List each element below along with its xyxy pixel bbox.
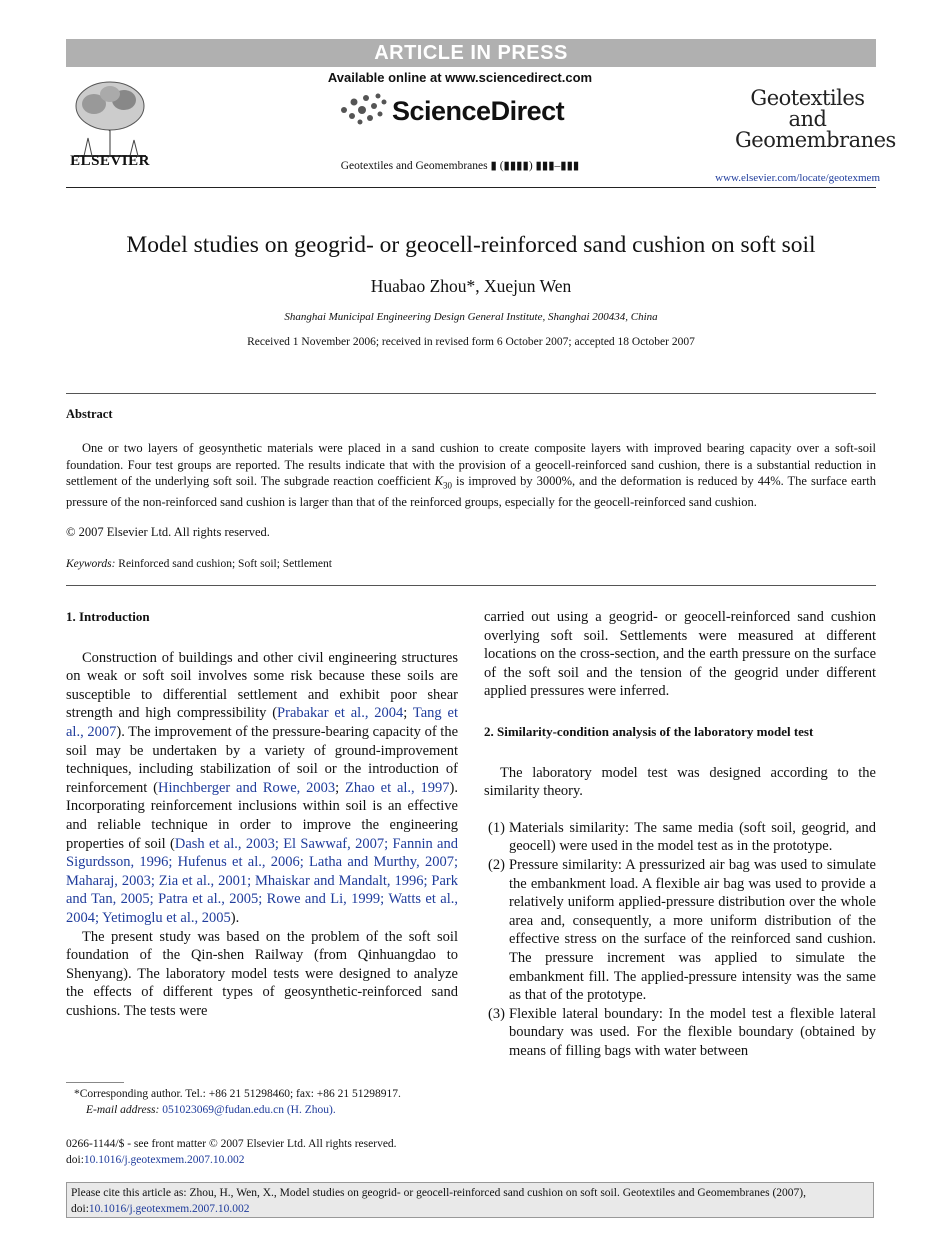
issn-line: 0266-1144/$ - see front matter © 2007 Elsevier Ltd. All rights reserved. <box>66 1138 397 1150</box>
abstract-copyright: © 2007 Elsevier Ltd. All rights reserved. <box>66 525 270 539</box>
footnote <box>66 1087 461 1118</box>
citation-link[interactable]: Hinchberger and Rowe, 2003 <box>158 779 336 796</box>
similarity-list <box>484 819 876 1061</box>
section-2-intro: The laboratory model test was designed according to the similarity theory. <box>484 764 876 800</box>
journal-reference: Geotextiles and Geomembranes ▮ (▮▮▮▮) ▮▮▮–▮▮▮ <box>340 160 580 172</box>
abstract-text-part-a: One or two layers of geosynthetic materials were placed in a sand cushion to create composite layers with improved bearing capacity over a soft-soil foundation. Four test groups are reported. The results indicate that with the provision of a geocell-reinforced sand cushion, there is a substantial reduction in settlement of the underlying soft soil. The subgrade reaction coefficient <box>66 441 876 488</box>
right-column <box>484 608 876 1060</box>
k-subscript: 30 <box>443 480 452 491</box>
journal-url-link[interactable]: www.elsevier.com/locate/geotexmem <box>715 172 880 184</box>
list-item: (2) Pressure similarity: A pressurized air bag was used to simulate the embankment load. A flexible air bag was used to provide a relatively uniform applied-pressure distribution over the whole area and, consequently, a more uniform distribution of the effective stress on the surface of the reinforced sand cushion. The pressure increment was applied to simulate the embankment fill. The applied-pressure intensity was the same as that of the prototype. <box>488 856 876 1004</box>
journal-title-logo <box>735 86 896 152</box>
front-matter <box>66 1136 461 1168</box>
publisher-name: ELSEVIER <box>70 153 150 169</box>
citation-link[interactable]: Tang et al., 2007 <box>66 705 458 740</box>
email-link[interactable]: 051023069@fudan.edu.cn (H. Zhou). <box>159 1103 336 1116</box>
article-authors: Huabao Zhou*, Xuejun Wen <box>370 276 572 296</box>
abstract-heading: Abstract <box>66 407 113 421</box>
section-1-heading: 1. Introduction <box>66 609 150 624</box>
intro-paragraph-1: Construction of buildings and other civil engineering structures on weak or soft soil involves some risk because these soils are susceptible to differential settlement and exhibit poor shear strength and high compressibility (Prabakar et al., 2004; Tang et al., 2007). The improvement of the pressure-bearing capacity of the soil may be undertaken by a variety of ground-improvement techniques, including stabilization of soil or the introduction of reinforcement (Hinchberger and Rowe, 2003; Zhao et al., 1997). Incorporating reinforcement inclusions within soil is an effective and reliable technique in order to improve the engineering properties of soil (Dash et al., 2003; El Sawwaf, 2007; Fannin and Sigurdsson, 1996; Hufenus et al., 2006; Latha and Murthy, 2007; Maharaj, 2003; Zia et al., 2001; Mhaiskar and Mandalt, 1996; Park and Tan, 2005; Patra et al., 2005; Rowe and Li, 1999; Watts et al., 2004; Yetimoglu et al., 2005). <box>66 649 458 926</box>
author-affiliation: Shanghai Municipal Engineering Design General Institute, Shanghai 200434, China <box>284 311 658 323</box>
k-symbol: K <box>434 474 443 488</box>
email-line: E-mail address: 051023069@fudan.edu.cn (H. Zhou). <box>86 1103 336 1116</box>
keywords-list: Reinforced sand cushion; Soft soil; Settlement <box>115 558 332 570</box>
intro-paragraph-2: The present study was based on the problem of the soft soil foundation of the Qin-shen Railway (from Qinhuangdao to Shenyang). The laboratory model tests were designed to analyze the effects of different types of geosynthetic-reinforced sand cushions. The tests were <box>66 928 458 1019</box>
sciencedirect-wordmark: ScienceDirect <box>392 96 565 126</box>
citation-link[interactable]: Prabakar et al., 2004 <box>277 705 404 722</box>
received-dates: Received 1 November 2006; received in revised form 6 October 2007; accepted 18 October 2007 <box>247 336 695 348</box>
citation-doi-link[interactable]: 10.1016/j.geotexmem.2007.10.002 <box>88 1203 250 1215</box>
citation-link[interactable]: Dash et al., 2003; El Sawwaf, 2007; Fannin and Sigurdsson, 1996; Hufenus et al., 2006; Latha and Murthy, 2007; Maharaj, 2003; Zia et al., 2001; Mhaiskar and Mandalt, 1996; Park and Tan, 2005; Patra et al., 2005; Rowe and Li, 1999; Watts et al., 2004; Yetimoglu et al., 2005 <box>66 835 458 926</box>
citation-box: Please cite this article as: Zhou, H., Wen, X., Model studies on geogrid- or geocell-reinforced sand cushion on soft soil. Geotextiles and Geomembranes (2007), doi:10.1016/j.geotexmem.2007.10.002 <box>66 1182 874 1218</box>
article-title: Model studies on geogrid- or geocell-reinforced sand cushion on soft soil <box>126 232 816 258</box>
corresponding-author: *Corresponding author. Tel.: +86 21 51298460; fax: +86 21 51298917. <box>74 1088 401 1100</box>
header-divider <box>66 187 876 188</box>
available-online: Available online at www.sciencedirect.com <box>327 70 593 85</box>
list-item: (1) Materials similarity: The same media (soft soil, geogrid, and geocell) were used in the model test as in the prototype. <box>488 819 876 855</box>
keywords-label: Keywords: <box>66 558 116 570</box>
left-column <box>66 608 458 1020</box>
doi-line: doi:10.1016/j.geotexmem.2007.10.002 <box>66 1154 245 1166</box>
abstract-bottom-rule <box>66 585 876 586</box>
doi-link[interactable]: 10.1016/j.geotexmem.2007.10.002 <box>83 1154 245 1166</box>
footnote-rule <box>66 1082 124 1083</box>
keywords <box>66 558 332 570</box>
journal-title-line-2: and <box>788 107 827 131</box>
section-2-heading: 2. Similarity-condition analysis of the laboratory model test <box>484 723 814 739</box>
abstract-top-rule <box>66 393 876 394</box>
intro-paragraph-2-continued: carried out using a geogrid- or geocell-reinforced sand cushion overlying soft soil. Settlements were measured at different locations on the cross-section, and the earth pressure on the surface of the soft soil and the tension of the geogrid under different applied pressures were inferred. <box>484 609 876 700</box>
list-item: (3) Flexible lateral boundary: In the model test a flexible lateral boundary was used. For the flexible boundary (obtained by means of filling bags with water between <box>488 1005 876 1059</box>
abstract-text <box>66 440 876 511</box>
journal-title-line-1: Geotextiles <box>750 86 865 110</box>
journal-title-line-3: Geomembranes <box>735 128 896 152</box>
abstract-text-part-b: is improved by 3000%, and the deformation is reduced by 44%. The surface earth pressure of the non-reinforced sand cushion is larger than that of the reinforced groups, especially for the geocell-reinforced sand cushion. <box>66 474 876 509</box>
article-in-press-banner: ARTICLE IN PRESS <box>66 39 876 67</box>
elsevier-tree-logo-icon <box>64 76 156 162</box>
citation-link[interactable]: Zhao et al., 1997 <box>345 779 450 796</box>
